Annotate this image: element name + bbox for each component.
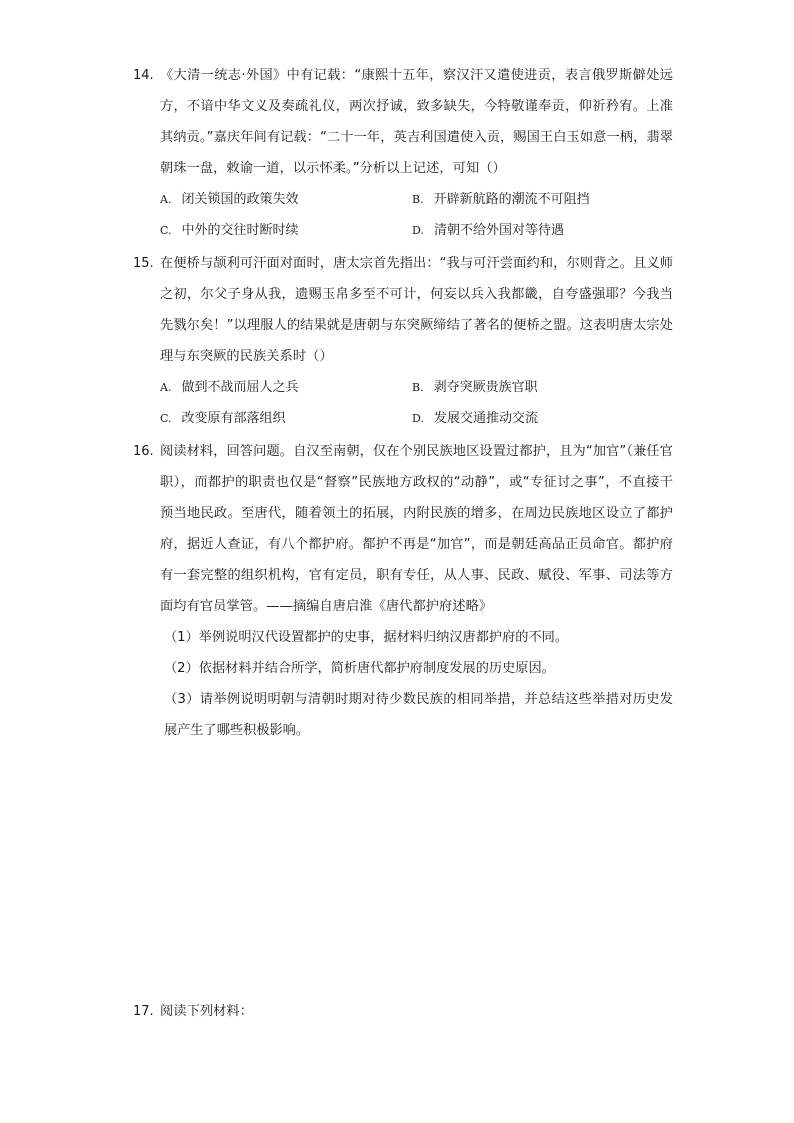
options-grid [160,372,673,434]
option-text: 改变原有部落组织 [181,411,286,426]
option-b[interactable] [412,372,672,403]
option-label: C. [160,224,172,237]
question-16 [133,436,673,746]
sub-question-2: （2）依据材料并结合所学，简析唐代都护府制度发展的历史原因。 [164,661,555,676]
question-number: 15. [133,256,154,271]
option-label: D. [412,224,424,237]
question-number: 16. [133,444,154,459]
option-d[interactable] [412,215,672,246]
question-text: 阅读下列材料： [160,1004,254,1019]
option-b[interactable] [412,184,672,215]
option-label: B. [412,381,424,394]
question-17 [133,996,673,1027]
question-15 [133,248,673,434]
question-14 [133,60,673,246]
sub-question-3: （3）请举例说明明朝与清朝时期对待少数民族的相同举措，并总结这些举措对历史发展产生了哪些积极影响。 [164,692,673,738]
option-text: 做到不战而屈人之兵 [181,380,299,395]
option-text: 中外的交往时断时续 [181,223,299,238]
option-label: A. [160,381,172,394]
option-c[interactable] [160,215,412,246]
sub-question-1: （1）举例说明汉代设置都护的史事，据材料归纳汉唐都护府的不同。 [164,630,569,645]
question-text: 在便桥与颉利可汗面对面时，唐太宗首先指出：“我与可汗尝面约和，尔则背之。且义师之初，尔父子身从我，遗赐玉帛多至不可计，何妄以兵入我都畿，自夸盛强耶？今我当先戮尔矣！”以理服人的结果就是唐朝与东突厥缔结了著名的便桥之盟。这表明唐太宗处理与东突厥的民族关系时（） [160,256,673,364]
question-text: 阅读材料，回答问题。自汉至南朝，仅在个别民族地区设置过都护，且为“加官”（兼任官职），而都护的职责也仅是“督察”民族地方政权的“动静”，或“专征讨之事”，不直接干预当地民政。至唐代，随着领土的拓展，内附民族的增多，在周边民族地区设立了都护府，据近人查证，有八个都护府。都护不再是“加官”，而是朝廷高品正员命官。都护府有一套完整的组织机构，官有定员，职有专任，从人事、民政、赋役、军事、司法等方面均有官员掌管。——摘编自唐启淮《唐代都护府述略》 [160,444,673,614]
option-c[interactable] [160,403,412,434]
option-text: 清朝不给外国对等待遇 [433,223,564,238]
option-text: 闭关锁国的政策失效 [181,192,299,207]
question-number: 14. [133,68,154,83]
option-label: D. [412,412,424,425]
option-text: 开辟新航路的潮流不可阻挡 [433,192,590,207]
options-grid [160,184,673,246]
question-number: 17. [133,1004,154,1019]
option-text: 剥夺突厥贵族官职 [433,380,538,395]
option-label: A. [160,193,172,206]
option-text: 发展交通推动交流 [433,411,538,426]
option-label: B. [412,193,424,206]
option-a[interactable] [160,184,412,215]
option-d[interactable] [412,403,672,434]
option-label: C. [160,412,172,425]
question-text: 《大清一统志·外国》中有记载：“康熙十五年，察汉汗又遣使进贡，表言俄罗斯僻处远方，不谙中华文义及奏疏礼仪，两次抒诚，致多缺失，今特敬谨奉贡，仰祈矜宥。上准其纳贡。”嘉庆年间有记载：“二十一年，英吉利国遣使入贡，赐国王白玉如意一柄，翡翠朝珠一盘，敕谕一道，以示怀柔。”分析以上记述，可知（） [160,68,673,176]
option-a[interactable] [160,372,412,403]
